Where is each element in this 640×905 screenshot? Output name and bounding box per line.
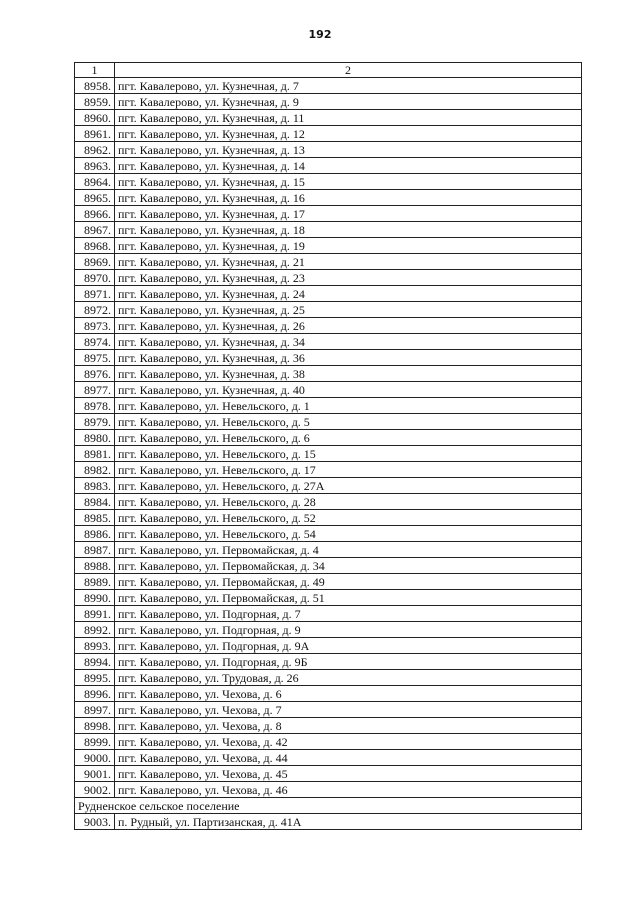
- table-row: [75, 654, 582, 670]
- row-number: 8968.: [75, 238, 115, 254]
- column-header-number: 1: [75, 63, 115, 78]
- row-address: пгт. Кавалерово, ул. Невельского, д. 6: [115, 430, 582, 446]
- table-row: [75, 110, 582, 126]
- row-address: пгт. Кавалерово, ул. Кузнечная, д. 26: [115, 318, 582, 334]
- row-address: пгт. Кавалерово, ул. Чехова, д. 8: [115, 718, 582, 734]
- table-row: [75, 78, 582, 94]
- table-row: [75, 750, 582, 766]
- row-number: 8993.: [75, 638, 115, 654]
- table-row: [75, 510, 582, 526]
- row-number: 8998.: [75, 718, 115, 734]
- row-address: пгт. Кавалерово, ул. Подгорная, д. 9А: [115, 638, 582, 654]
- table-row: [75, 382, 582, 398]
- table-row: [75, 238, 582, 254]
- row-address: пгт. Кавалерово, ул. Чехова, д. 42: [115, 734, 582, 750]
- row-address: пгт. Кавалерово, ул. Чехова, д. 44: [115, 750, 582, 766]
- row-address: пгт. Кавалерово, ул. Чехова, д. 45: [115, 766, 582, 782]
- row-number: 8999.: [75, 734, 115, 750]
- row-number: 8995.: [75, 670, 115, 686]
- table-row: [75, 126, 582, 142]
- table-row: [75, 734, 582, 750]
- row-number: 8958.: [75, 78, 115, 94]
- row-address: пгт. Кавалерово, ул. Кузнечная, д. 11: [115, 110, 582, 126]
- table-row: [75, 414, 582, 430]
- table-row: [75, 542, 582, 558]
- row-number: 8975.: [75, 350, 115, 366]
- row-address: п. Рудный, ул. Партизанская, д. 41А: [115, 814, 582, 830]
- table-row: [75, 350, 582, 366]
- table-row: [75, 686, 582, 702]
- row-number: 8984.: [75, 494, 115, 510]
- row-address: пгт. Кавалерово, ул. Невельского, д. 1: [115, 398, 582, 414]
- row-address: пгт. Кавалерово, ул. Невельского, д. 5: [115, 414, 582, 430]
- row-number: 8965.: [75, 190, 115, 206]
- row-address: пгт. Кавалерово, ул. Кузнечная, д. 13: [115, 142, 582, 158]
- row-number: 8989.: [75, 574, 115, 590]
- row-address: пгт. Кавалерово, ул. Кузнечная, д. 7: [115, 78, 582, 94]
- row-address: пгт. Кавалерово, ул. Подгорная, д. 9Б: [115, 654, 582, 670]
- row-number: 8982.: [75, 462, 115, 478]
- table-row: [75, 462, 582, 478]
- table-row: [75, 206, 582, 222]
- section-header-row: [75, 798, 582, 814]
- row-number: 8994.: [75, 654, 115, 670]
- row-address: пгт. Кавалерово, ул. Первомайская, д. 51: [115, 590, 582, 606]
- table-row: [75, 494, 582, 510]
- table-row: [75, 558, 582, 574]
- row-number: 8964.: [75, 174, 115, 190]
- table-row: [75, 526, 582, 542]
- row-number: 8978.: [75, 398, 115, 414]
- table-header-row: [75, 63, 582, 78]
- row-address: пгт. Кавалерово, ул. Кузнечная, д. 9: [115, 94, 582, 110]
- table-row: [75, 302, 582, 318]
- table-row: [75, 222, 582, 238]
- table-row: [75, 398, 582, 414]
- row-number: 9001.: [75, 766, 115, 782]
- row-number: 8959.: [75, 94, 115, 110]
- table-row: [75, 718, 582, 734]
- row-number: 8979.: [75, 414, 115, 430]
- row-address: пгт. Кавалерово, ул. Подгорная, д. 9: [115, 622, 582, 638]
- table-row: [75, 590, 582, 606]
- page-number: 192: [308, 28, 332, 41]
- row-address: пгт. Кавалерово, ул. Первомайская, д. 34: [115, 558, 582, 574]
- row-number: 8987.: [75, 542, 115, 558]
- row-address: пгт. Кавалерово, ул. Кузнечная, д. 40: [115, 382, 582, 398]
- row-number: 8981.: [75, 446, 115, 462]
- row-address: пгт. Кавалерово, ул. Кузнечная, д. 24: [115, 286, 582, 302]
- row-number: 8971.: [75, 286, 115, 302]
- address-table: [74, 62, 582, 830]
- table-row: [75, 334, 582, 350]
- table-row: [75, 142, 582, 158]
- row-number: 8996.: [75, 686, 115, 702]
- row-address: пгт. Кавалерово, ул. Невельского, д. 27А: [115, 478, 582, 494]
- row-address: пгт. Кавалерово, ул. Трудовая, д. 26: [115, 670, 582, 686]
- row-number: 9003.: [75, 814, 115, 830]
- row-address: пгт. Кавалерово, ул. Невельского, д. 17: [115, 462, 582, 478]
- table-row: [75, 190, 582, 206]
- table-row: [75, 446, 582, 462]
- row-address: пгт. Кавалерово, ул. Подгорная, д. 7: [115, 606, 582, 622]
- row-number: 8992.: [75, 622, 115, 638]
- row-number: 8991.: [75, 606, 115, 622]
- row-address: пгт. Кавалерово, ул. Невельского, д. 15: [115, 446, 582, 462]
- row-address: пгт. Кавалерово, ул. Невельского, д. 54: [115, 526, 582, 542]
- row-address: пгт. Кавалерово, ул. Чехова, д. 46: [115, 782, 582, 798]
- row-address: пгт. Кавалерово, ул. Невельского, д. 28: [115, 494, 582, 510]
- table-row: [75, 702, 582, 718]
- row-address: пгт. Кавалерово, ул. Кузнечная, д. 14: [115, 158, 582, 174]
- table-row: [75, 814, 582, 830]
- table-row: [75, 158, 582, 174]
- row-number: 8990.: [75, 590, 115, 606]
- table-row: [75, 430, 582, 446]
- row-address: пгт. Кавалерово, ул. Кузнечная, д. 12: [115, 126, 582, 142]
- table-row: [75, 174, 582, 190]
- row-address: пгт. Кавалерово, ул. Кузнечная, д. 36: [115, 350, 582, 366]
- row-number: 8967.: [75, 222, 115, 238]
- row-number: 8977.: [75, 382, 115, 398]
- row-number: 8983.: [75, 478, 115, 494]
- row-number: 8973.: [75, 318, 115, 334]
- table-row: [75, 574, 582, 590]
- table-row: [75, 622, 582, 638]
- row-number: 8997.: [75, 702, 115, 718]
- table-row: [75, 94, 582, 110]
- row-address: пгт. Кавалерово, ул. Кузнечная, д. 25: [115, 302, 582, 318]
- column-header-address: 2: [115, 63, 582, 78]
- row-number: 8969.: [75, 254, 115, 270]
- row-number: 8976.: [75, 366, 115, 382]
- row-number: 8970.: [75, 270, 115, 286]
- table-row: [75, 782, 582, 798]
- row-number: 8966.: [75, 206, 115, 222]
- row-address: пгт. Кавалерово, ул. Кузнечная, д. 15: [115, 174, 582, 190]
- table-row: [75, 670, 582, 686]
- row-number: 9002.: [75, 782, 115, 798]
- row-address: пгт. Кавалерово, ул. Кузнечная, д. 21: [115, 254, 582, 270]
- row-address: пгт. Кавалерово, ул. Кузнечная, д. 38: [115, 366, 582, 382]
- table-row: [75, 254, 582, 270]
- table-row: [75, 270, 582, 286]
- row-number: 8962.: [75, 142, 115, 158]
- table-row: [75, 638, 582, 654]
- row-address: пгт. Кавалерово, ул. Первомайская, д. 4: [115, 542, 582, 558]
- row-address: пгт. Кавалерово, ул. Чехова, д. 7: [115, 702, 582, 718]
- row-number: 8986.: [75, 526, 115, 542]
- row-number: 8963.: [75, 158, 115, 174]
- table-row: [75, 366, 582, 382]
- table-row: [75, 766, 582, 782]
- row-number: 8974.: [75, 334, 115, 350]
- row-address: пгт. Кавалерово, ул. Кузнечная, д. 34: [115, 334, 582, 350]
- table-row: [75, 318, 582, 334]
- section-title: Рудненское сельское поселение: [75, 798, 582, 814]
- row-address: пгт. Кавалерово, ул. Невельского, д. 52: [115, 510, 582, 526]
- row-number: 8988.: [75, 558, 115, 574]
- row-address: пгт. Кавалерово, ул. Чехова, д. 6: [115, 686, 582, 702]
- row-number: 8972.: [75, 302, 115, 318]
- row-number: 8985.: [75, 510, 115, 526]
- row-address: пгт. Кавалерово, ул. Кузнечная, д. 17: [115, 206, 582, 222]
- row-address: пгт. Кавалерово, ул. Первомайская, д. 49: [115, 574, 582, 590]
- row-address: пгт. Кавалерово, ул. Кузнечная, д. 16: [115, 190, 582, 206]
- row-number: 9000.: [75, 750, 115, 766]
- address-table-body: [75, 63, 582, 830]
- row-address: пгт. Кавалерово, ул. Кузнечная, д. 23: [115, 270, 582, 286]
- row-address: пгт. Кавалерово, ул. Кузнечная, д. 18: [115, 222, 582, 238]
- table-row: [75, 286, 582, 302]
- row-number: 8960.: [75, 110, 115, 126]
- row-number: 8980.: [75, 430, 115, 446]
- table-row: [75, 478, 582, 494]
- row-address: пгт. Кавалерово, ул. Кузнечная, д. 19: [115, 238, 582, 254]
- table-row: [75, 606, 582, 622]
- row-number: 8961.: [75, 126, 115, 142]
